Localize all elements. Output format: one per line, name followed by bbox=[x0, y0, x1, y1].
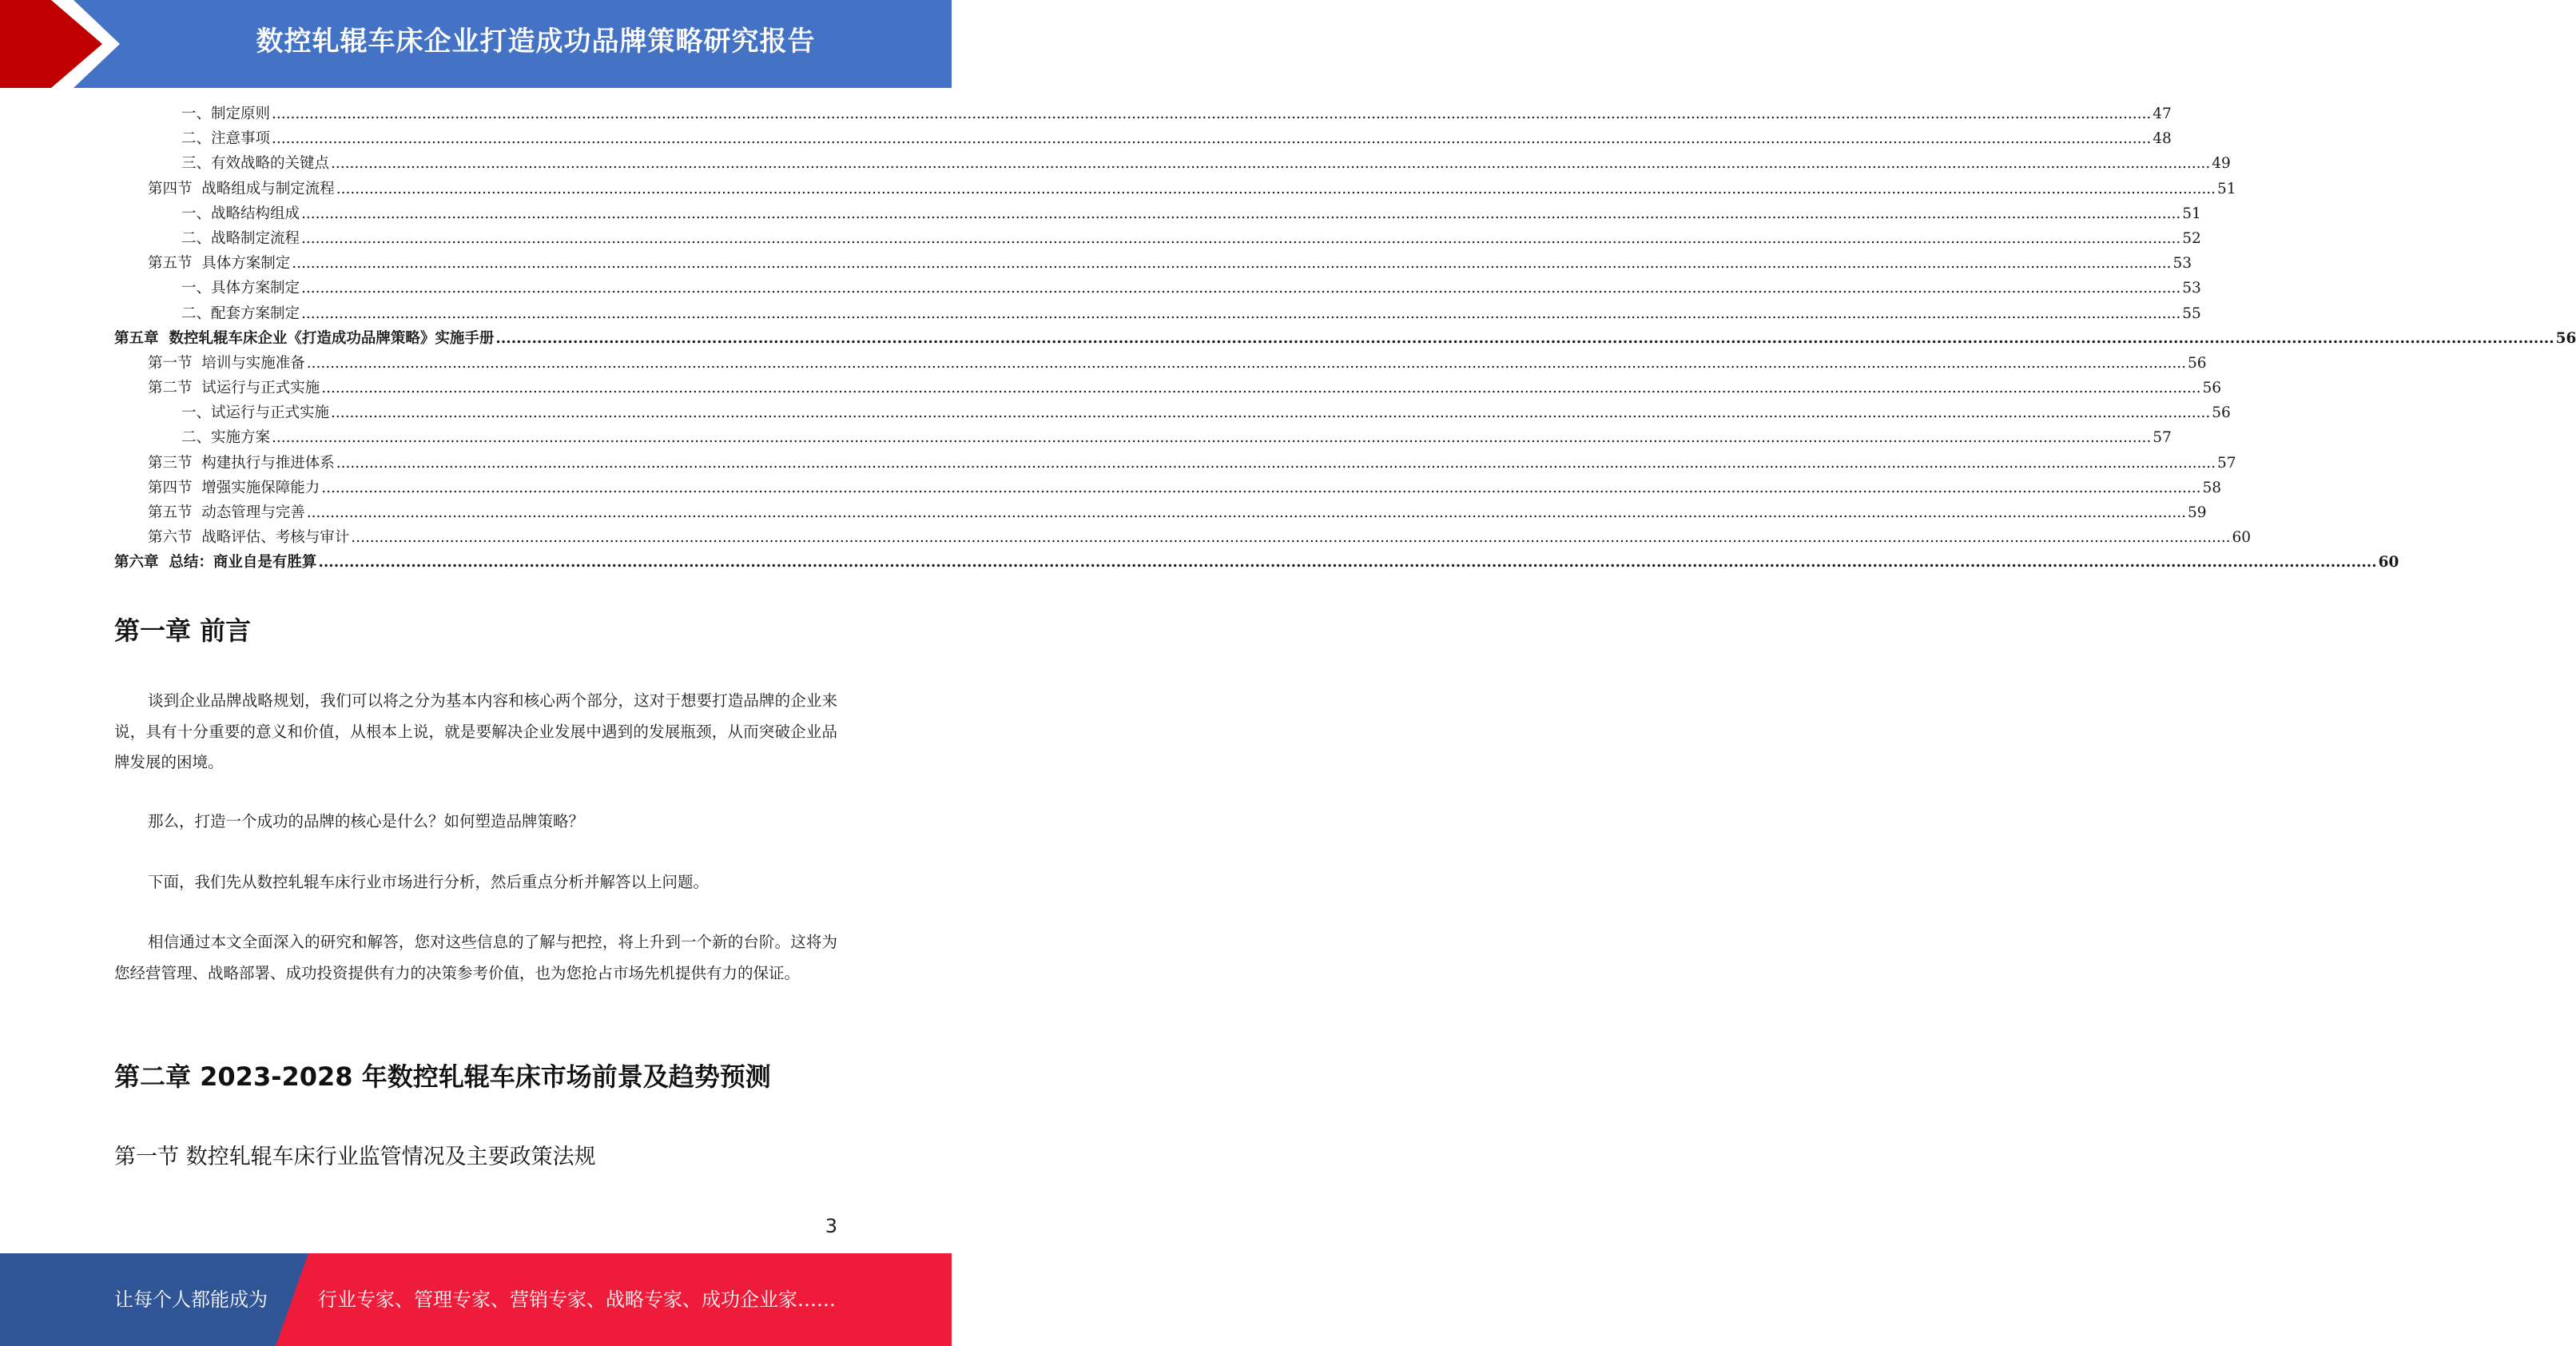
paragraph-2: 那么，打造一个成功的品牌的核心是什么？如何塑造品牌策略？ bbox=[148, 812, 585, 830]
toc-entry[interactable] bbox=[114, 551, 2399, 575]
toc-entry[interactable] bbox=[114, 452, 2236, 476]
chapter-2-title: 第二章 2023-2028 年数控轧辊车床市场前景及趋势预测 bbox=[114, 1061, 771, 1092]
toc-entry[interactable] bbox=[114, 202, 2201, 227]
toc-entry[interactable] bbox=[114, 177, 2236, 202]
chapter-1-title: 第一章 前言 bbox=[114, 615, 252, 646]
page-footer bbox=[0, 1253, 952, 1346]
toc-entry-label: 二、配套方案制定 bbox=[181, 305, 300, 322]
toc-entry-page: 56 bbox=[2188, 354, 2207, 372]
page-header bbox=[0, 0, 952, 88]
toc-leader-dots: ................................................................................................................................................................................................................................................................................................................................................................................................................ bbox=[331, 155, 2211, 173]
toc-leader-dots: ................................................................................................................................................................................................................................................................................................................................................................................................................ bbox=[321, 380, 2201, 397]
paragraph-3: 下面，我们先从数控轧辊车床行业市场进行分析，然后重点分析并解答以上问题。 bbox=[148, 873, 710, 891]
toc-entry-page: 51 bbox=[2182, 205, 2201, 222]
toc-entry[interactable] bbox=[114, 526, 2252, 551]
toc-leader-dots: ................................................................................................................................................................................................................................................................................................................................................................................................................ bbox=[495, 329, 2554, 347]
header-title: 数控轧辊车床企业打造成功品牌策略研究报告 bbox=[256, 26, 816, 58]
toc-entry[interactable] bbox=[114, 227, 2201, 252]
toc-entry-page: 57 bbox=[2217, 454, 2236, 472]
toc-leader-dots: ................................................................................................................................................................................................................................................................................................................................................................................................................ bbox=[321, 479, 2201, 496]
toc-entry[interactable] bbox=[114, 277, 2201, 301]
toc-entry-label: 二、实施方案 bbox=[181, 429, 271, 447]
toc-entry-label: 第五节 具体方案制定 bbox=[148, 255, 291, 273]
toc-entry[interactable] bbox=[114, 152, 2231, 177]
toc-entry-label: 第五章 数控轧辊车床企业《打造成功品牌策略》实施手册 bbox=[114, 329, 495, 347]
toc-entry-page: 57 bbox=[2153, 429, 2172, 447]
toc-entry-label: 第六章 总结：商业自是有胜算 bbox=[114, 554, 317, 571]
table-of-contents bbox=[114, 102, 2576, 576]
toc-leader-dots: ................................................................................................................................................................................................................................................................................................................................................................................................................ bbox=[306, 504, 2187, 521]
toc-entry[interactable] bbox=[114, 376, 2222, 401]
toc-leader-dots: ................................................................................................................................................................................................................................................................................................................................................................................................................ bbox=[272, 106, 2152, 122]
toc-leader-dots: ................................................................................................................................................................................................................................................................................................................................................................................................................ bbox=[351, 529, 2231, 547]
toc-leader-dots: ................................................................................................................................................................................................................................................................................................................................................................................................................ bbox=[331, 404, 2211, 422]
toc-entry-label: 第一节 培训与实施准备 bbox=[148, 354, 305, 372]
toc-entry-page: 53 bbox=[2173, 255, 2192, 273]
toc-leader-dots: ................................................................................................................................................................................................................................................................................................................................................................................................................ bbox=[336, 454, 2216, 472]
toc-leader-dots: ................................................................................................................................................................................................................................................................................................................................................................................................................ bbox=[272, 429, 2152, 447]
toc-entry-page: 56 bbox=[2212, 404, 2231, 422]
toc-entry[interactable] bbox=[114, 352, 2207, 376]
toc-entry-label: 第四节 战略组成与制定流程 bbox=[148, 180, 335, 197]
toc-entry[interactable] bbox=[114, 501, 2207, 526]
toc-entry-page: 53 bbox=[2182, 280, 2201, 297]
toc-entry-label: 第二节 试运行与正式实施 bbox=[148, 380, 320, 397]
toc-entry-label: 第五节 动态管理与完善 bbox=[148, 504, 305, 521]
toc-entry-page: 56 bbox=[2202, 380, 2222, 397]
page-number: 3 bbox=[825, 1215, 837, 1237]
toc-entry-page: 58 bbox=[2202, 479, 2222, 496]
toc-entry-label: 三、有效战略的关键点 bbox=[181, 155, 330, 173]
toc-entry[interactable] bbox=[114, 401, 2231, 426]
toc-entry-label: 二、注意事项 bbox=[181, 130, 271, 148]
footer-slogan-left: 让每个人都能成为 bbox=[114, 1288, 268, 1311]
toc-leader-dots: ................................................................................................................................................................................................................................................................................................................................................................................................................ bbox=[301, 205, 2181, 222]
toc-entry[interactable] bbox=[114, 252, 2192, 277]
toc-leader-dots: ................................................................................................................................................................................................................................................................................................................................................................................................................ bbox=[301, 305, 2181, 322]
toc-entry-page: 60 bbox=[2232, 529, 2252, 547]
toc-entry-page: 49 bbox=[2212, 155, 2231, 173]
toc-entry[interactable] bbox=[114, 302, 2201, 327]
toc-entry-label: 一、制定原则 bbox=[181, 106, 271, 122]
toc-entry[interactable] bbox=[114, 102, 2172, 127]
toc-entry[interactable] bbox=[114, 127, 2172, 152]
toc-entry-page: 52 bbox=[2182, 229, 2201, 247]
toc-entry-page: 60 bbox=[2378, 554, 2399, 571]
toc-entry-label: 第六节 战略评估、考核与审计 bbox=[148, 529, 350, 547]
footer-slogan-right: 行业专家、管理专家、营销专家、战略专家、成功企业家…… bbox=[318, 1288, 836, 1311]
toc-entry-label: 第三节 构建执行与推进体系 bbox=[148, 454, 335, 472]
paragraph-1: 谈到企业品牌战略规划，我们可以将之分为基本内容和核心两个部分，这对于想要打造品牌的企业来说，具有十分重要的意义和价值，从根本上说，就是要解决企业发展中遇到的发展瓶颈，从而突破企业品牌发展的困境。 bbox=[114, 691, 837, 771]
toc-entry-label: 一、试运行与正式实施 bbox=[181, 404, 330, 422]
toc-entry-label: 一、战略结构组成 bbox=[181, 205, 300, 222]
toc-entry-page: 55 bbox=[2182, 305, 2201, 322]
paragraph-4: 相信通过本文全面深入的研究和解答，您对这些信息的了解与把控，将上升到一个新的台阶。这将为您经营管理、战略部署、成功投资提供有力的决策参考价值，也为您抢占市场先机提供有力的保证。 bbox=[114, 933, 837, 982]
toc-entry-label: 一、具体方案制定 bbox=[181, 280, 300, 297]
toc-entry-page: 56 bbox=[2555, 329, 2576, 347]
toc-leader-dots: ................................................................................................................................................................................................................................................................................................................................................................................................................ bbox=[292, 255, 2172, 273]
toc-entry-page: 51 bbox=[2217, 180, 2236, 197]
toc-entry[interactable] bbox=[114, 426, 2172, 451]
toc-entry-page: 59 bbox=[2188, 504, 2207, 521]
toc-leader-dots: ................................................................................................................................................................................................................................................................................................................................................................................................................ bbox=[318, 554, 2377, 571]
toc-entry[interactable] bbox=[114, 476, 2222, 501]
section-1-title: 第一节 数控轧辊车床行业监管情况及主要政策法规 bbox=[114, 1145, 596, 1169]
toc-entry-label: 二、战略制定流程 bbox=[181, 229, 300, 247]
toc-leader-dots: ................................................................................................................................................................................................................................................................................................................................................................................................................ bbox=[272, 130, 2152, 148]
toc-entry-page: 48 bbox=[2153, 130, 2172, 148]
toc-leader-dots: ................................................................................................................................................................................................................................................................................................................................................................................................................ bbox=[336, 180, 2216, 197]
toc-entry-label: 第四节 增强实施保障能力 bbox=[148, 479, 320, 496]
toc-entry-page: 47 bbox=[2153, 106, 2172, 122]
toc-leader-dots: ................................................................................................................................................................................................................................................................................................................................................................................................................ bbox=[301, 229, 2181, 247]
toc-leader-dots: ................................................................................................................................................................................................................................................................................................................................................................................................................ bbox=[301, 280, 2181, 297]
toc-leader-dots: ................................................................................................................................................................................................................................................................................................................................................................................................................ bbox=[306, 354, 2187, 372]
toc-entry[interactable] bbox=[114, 327, 2576, 352]
